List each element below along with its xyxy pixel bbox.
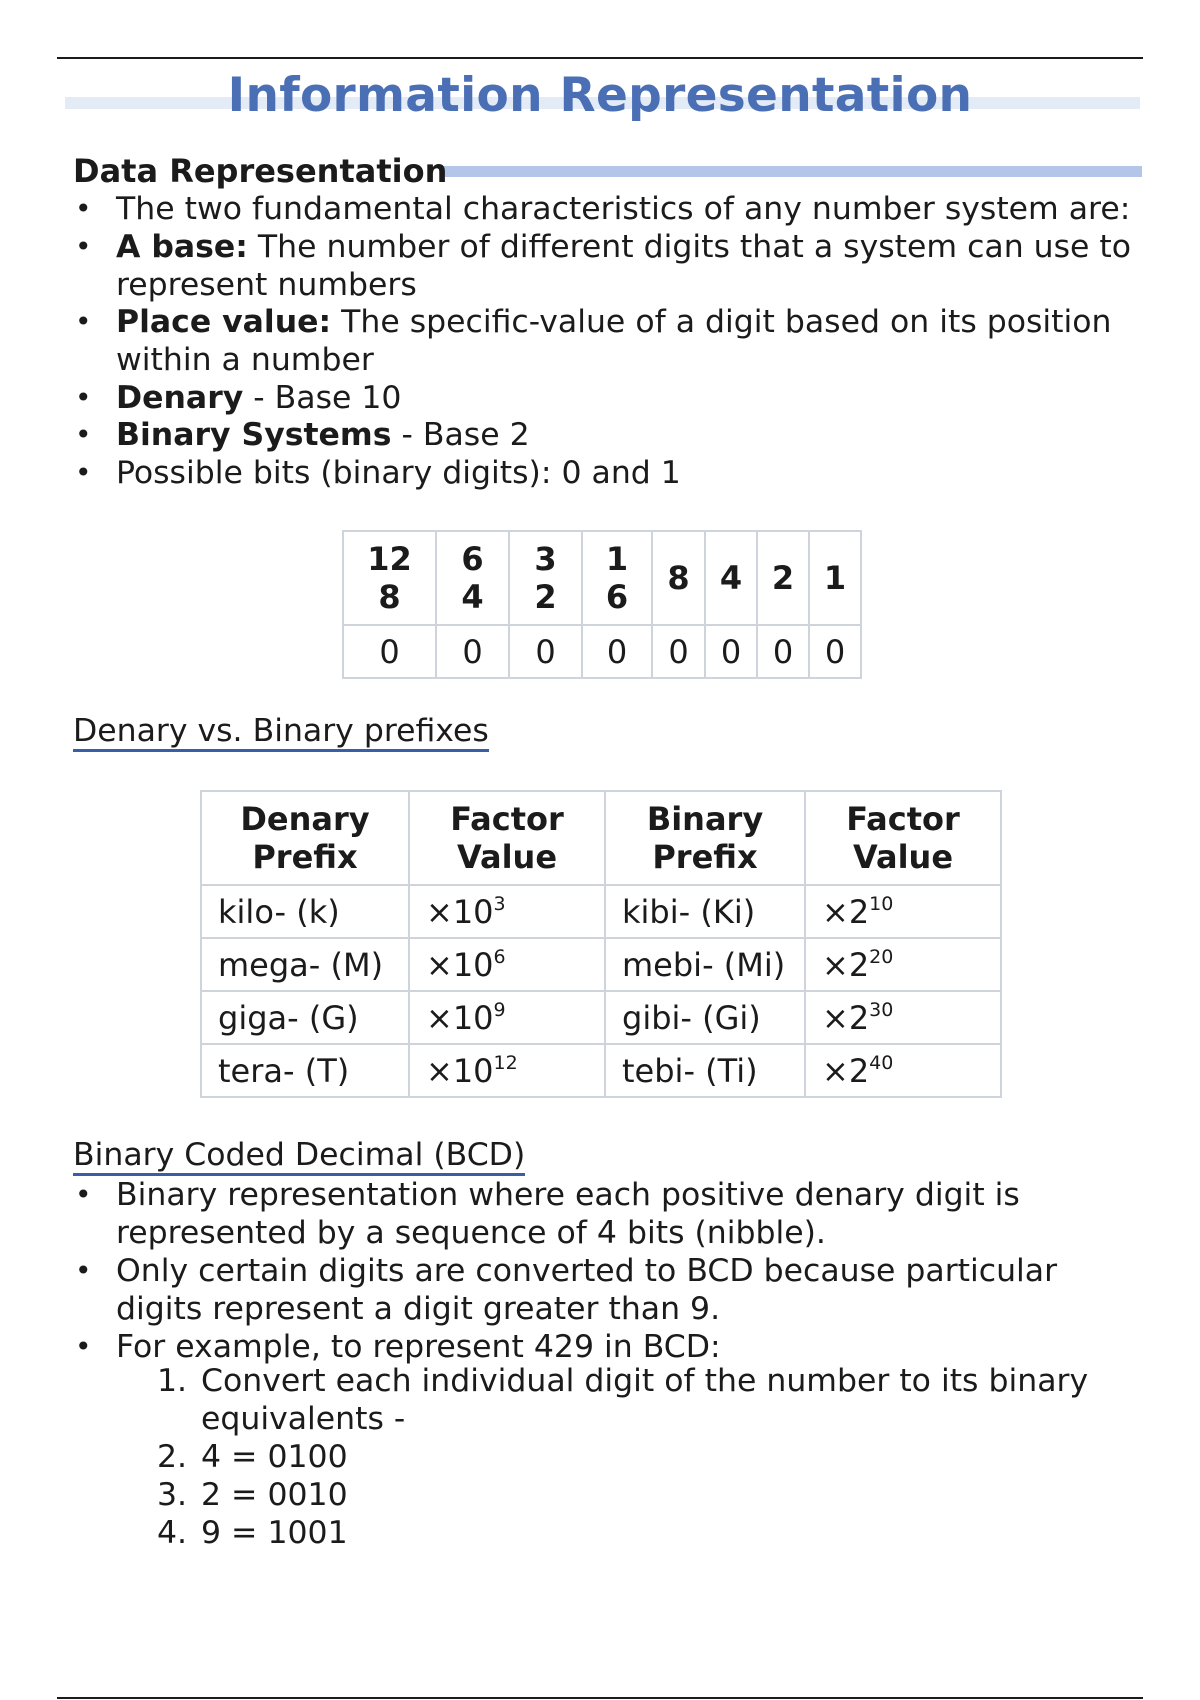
prefixes-heading: Denary vs. Binary prefixes <box>73 713 489 752</box>
bullet-icon: • <box>75 1178 92 1211</box>
list-item <box>73 416 1133 454</box>
bullet-icon: • <box>75 192 92 225</box>
bit-value-cell: 0 <box>757 625 809 678</box>
place-value-header: 2 <box>757 531 809 625</box>
denary-prefix-cell: giga- (G) <box>201 991 409 1044</box>
binary-prefix-cell: kibi- (Ki) <box>605 885 805 938</box>
bullet-icon: • <box>75 1330 92 1363</box>
step-text: 2 = 0010 <box>201 1477 348 1513</box>
bit-value-cell: 0 <box>705 625 757 678</box>
bullet-icon: • <box>75 229 92 263</box>
place-value-header: 4 <box>705 531 757 625</box>
denary-factor-cell: $\times 10^{12}$ <box>409 1044 605 1097</box>
step-number: 1. <box>157 1363 188 1399</box>
bullet-text: For example, to represent 429 in BCD: <box>116 1329 721 1365</box>
denary-factor-cell: $\times 10^9$ <box>409 991 605 1044</box>
denary-factor-cell: $\times 10^6$ <box>409 938 605 991</box>
denary-prefix-cell: mega- (M) <box>201 938 409 991</box>
top-rule <box>57 57 1143 59</box>
bullet-icon: • <box>75 1254 92 1287</box>
binary-factor-cell: $\times 2^{40}$ <box>805 1044 1001 1097</box>
bit-value-cell: 0 <box>509 625 582 678</box>
table-row <box>201 991 1001 1044</box>
place-value-table <box>342 530 862 679</box>
bit-value-row <box>343 625 861 678</box>
binary-prefix-cell: tebi- (Ti) <box>605 1044 805 1097</box>
bullet-text: - Base 2 <box>391 417 530 453</box>
binary-factor-cell: $\times 2^{30}$ <box>805 991 1001 1044</box>
list-item <box>73 303 1133 379</box>
list-item <box>155 1476 1115 1514</box>
bullet-text: The specific-value of a digit based on its position within a number <box>116 304 1112 378</box>
prefix-table-header: Factor Value <box>409 791 605 885</box>
bcd-bullet-list <box>73 1176 1133 1366</box>
place-value-header: 6 4 <box>436 531 509 625</box>
list-item <box>73 1176 1133 1252</box>
bit-value-cell: 0 <box>436 625 509 678</box>
bullet-text: Only certain digits are converted to BCD because particular digits represent a digit greater than 9. <box>116 1253 1058 1327</box>
bit-value-cell: 0 <box>809 625 861 678</box>
list-item <box>73 1328 1133 1366</box>
bcd-steps-list <box>155 1362 1115 1552</box>
denary-prefix-cell: kilo- (k) <box>201 885 409 938</box>
place-value-header: 1 6 <box>582 531 652 625</box>
denary-prefix-cell: tera- (T) <box>201 1044 409 1097</box>
bit-value-cell: 0 <box>582 625 652 678</box>
place-value-header-row <box>343 531 861 625</box>
bit-value-cell: 0 <box>343 625 436 678</box>
binary-prefix-cell: gibi- (Gi) <box>605 991 805 1044</box>
intro-bullet-list <box>73 190 1133 491</box>
prefix-table-header: Binary Prefix <box>605 791 805 885</box>
list-item <box>155 1514 1115 1552</box>
prefix-table-header: Denary Prefix <box>201 791 409 885</box>
bit-value-cell: 0 <box>652 625 705 678</box>
bullet-text: The two fundamental characteristics of any number system are: <box>116 191 1131 227</box>
list-item <box>155 1362 1115 1438</box>
list-item <box>155 1438 1115 1476</box>
bullet-text: The number of different digits that a system can use to represent numbers <box>116 228 1132 303</box>
list-item <box>73 1252 1133 1328</box>
prefix-table <box>200 790 1002 1098</box>
bullet-text: Possible bits (binary digits): 0 and 1 <box>116 454 681 491</box>
list-item <box>73 190 1133 228</box>
binary-factor-cell: $\times 2^{20}$ <box>805 938 1001 991</box>
bcd-heading: Binary Coded Decimal (BCD) <box>73 1137 525 1176</box>
bullet-term: Denary <box>116 379 244 416</box>
bullet-text: - Base 10 <box>243 379 402 416</box>
step-number: 2. <box>157 1439 188 1475</box>
binary-factor-cell: $\times 2^{10}$ <box>805 885 1001 938</box>
list-item <box>73 228 1133 304</box>
table-row <box>201 1044 1001 1097</box>
table-row <box>201 938 1001 991</box>
bullet-icon: • <box>75 380 92 414</box>
bullet-icon: • <box>75 455 92 489</box>
bullet-text: Binary representation where each positive denary digit is represented by a sequence of 4 bits (nibble). <box>116 1177 1020 1251</box>
place-value-header: 8 <box>652 531 705 625</box>
binary-prefix-cell: mebi- (Mi) <box>605 938 805 991</box>
page-title: Information Representation <box>227 68 973 123</box>
prefix-table-header: Factor Value <box>805 791 1001 885</box>
place-value-header: 3 2 <box>509 531 582 625</box>
denary-factor-cell: $\times 10^3$ <box>409 885 605 938</box>
place-value-header: 1 <box>809 531 861 625</box>
step-text: 4 = 0100 <box>201 1439 348 1475</box>
step-text: 9 = 1001 <box>201 1515 348 1551</box>
bullet-icon: • <box>75 305 92 338</box>
list-item <box>73 454 1133 492</box>
step-number: 3. <box>157 1477 188 1513</box>
step-number: 4. <box>157 1515 188 1551</box>
bullet-icon: • <box>75 418 92 451</box>
bullet-term: A base: <box>116 228 248 265</box>
table-row <box>201 885 1001 938</box>
section-heading: Data Representation <box>73 152 448 190</box>
bullet-term: Place value: <box>116 304 332 340</box>
heading-underline-band <box>440 166 1142 177</box>
list-item <box>73 379 1133 417</box>
step-text: Convert each individual digit of the number to its binary equivalents - <box>201 1363 1089 1437</box>
bullet-term: Binary Systems <box>116 417 392 453</box>
bottom-rule <box>57 1697 1143 1699</box>
place-value-header: 12 8 <box>343 531 436 625</box>
prefix-table-header-row <box>201 791 1001 885</box>
